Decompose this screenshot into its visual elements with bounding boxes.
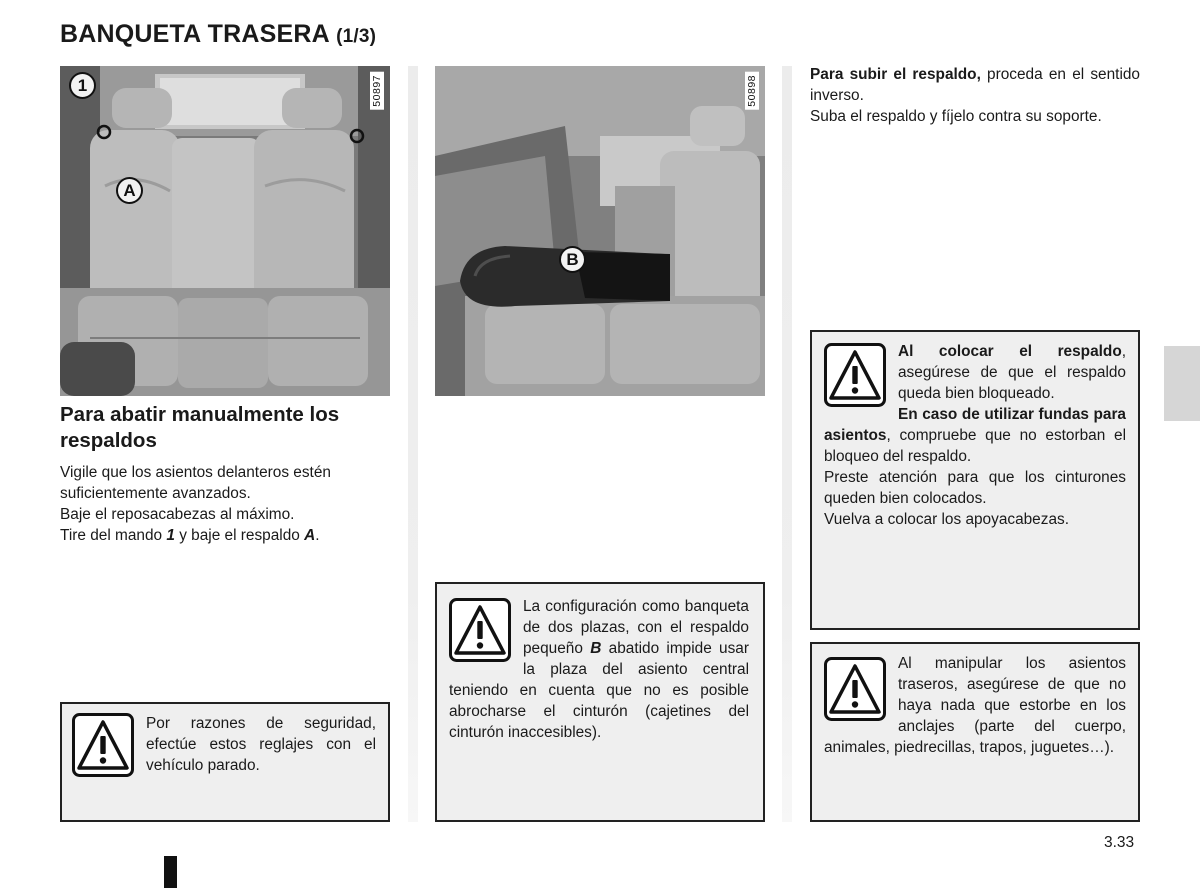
raise-heading: Para subir el respaldo, <box>810 66 981 83</box>
title-suffix: (1/3) <box>336 26 377 47</box>
rear-seat-photo <box>60 66 390 396</box>
instruction-text: y baje el respaldo <box>174 527 305 544</box>
warning-text: Por razones de seguridad, efectúe estos reglajes con el vehículo parado. <box>146 715 376 774</box>
warning-icon <box>824 343 886 407</box>
instruction-text: proceda en el sentido inverso. <box>810 66 1140 104</box>
figure-ref: 50897 <box>370 72 384 110</box>
callout-b: B <box>559 246 586 273</box>
page-number: 3.33 <box>1104 834 1135 851</box>
warning-text-part: Vuelva a colocar los apoyacabezas. <box>824 511 1069 528</box>
backrest-ref-a: A <box>304 527 316 544</box>
warning-heading: Al colocar el respaldo <box>898 343 1122 360</box>
corner-mark <box>164 856 177 888</box>
instruction-text: Tire del mando <box>60 527 167 544</box>
warning-text-start: La configuración como banqueta de dos plazas, con el respaldo pequeño <box>523 598 749 657</box>
warning-bench-config <box>435 582 765 822</box>
warning-text-part: , compruebe que no estorban el bloqueo del respaldo. <box>824 427 1126 465</box>
instruction-line <box>60 525 400 546</box>
rear-seat-illustration <box>60 66 390 396</box>
warning-handling-seats <box>810 642 1140 822</box>
warning-text-part: , asegúrese de que el respaldo queda bien bloqueado. <box>898 343 1126 402</box>
fold-instructions <box>60 462 400 546</box>
backrest-ref-b: B <box>590 640 602 657</box>
title-text: BANQUETA TRASERA <box>60 20 329 48</box>
warning-text-end: abatido impide usar la plaza del asiento central teniendo en cuenta que no es posible abrocharse el cinturón (cajetines del cinturón inaccesibles). <box>449 640 749 741</box>
column-separator-right <box>782 66 792 822</box>
page-title <box>60 20 376 49</box>
warning-heading: En caso de utilizar fundas para asientos <box>824 406 1126 444</box>
folded-backrest-illustration <box>435 66 765 396</box>
warning-icon <box>824 657 886 721</box>
callout-a: A <box>116 177 143 204</box>
warning-place-backrest <box>810 330 1140 630</box>
instruction-line: Suba el respaldo y fíjelo contra su soporte. <box>810 108 1102 125</box>
control-ref-1: 1 <box>166 527 175 544</box>
raise-instructions <box>810 64 1140 127</box>
instruction-text: . <box>315 527 320 544</box>
instruction-line: Vigile que los asientos delanteros estén suficientemente avanzados. <box>60 464 331 502</box>
warning-safety <box>60 702 390 822</box>
column-separator-left <box>408 66 418 822</box>
warning-text: Al manipular los asientos traseros, asegúrese de que no haya nada que estorbe en los anclajes (parte del cuerpo, animales, piedrecillas, trapos, juguetes…). <box>824 655 1126 756</box>
instruction-line: Baje el reposacabezas al máximo. <box>60 506 295 523</box>
folded-backrest-photo <box>435 66 765 396</box>
warning-icon <box>449 598 511 662</box>
warning-text-part: Preste atención para que los cinturones queden bien colocados. <box>824 469 1126 507</box>
figure-ref: 50898 <box>745 72 759 110</box>
section-title: Para abatir manualmente los respaldos <box>60 403 340 452</box>
callout-1: 1 <box>69 72 96 99</box>
instruction-line <box>810 64 1140 106</box>
warning-icon <box>72 713 134 777</box>
chapter-tab <box>1164 346 1200 421</box>
